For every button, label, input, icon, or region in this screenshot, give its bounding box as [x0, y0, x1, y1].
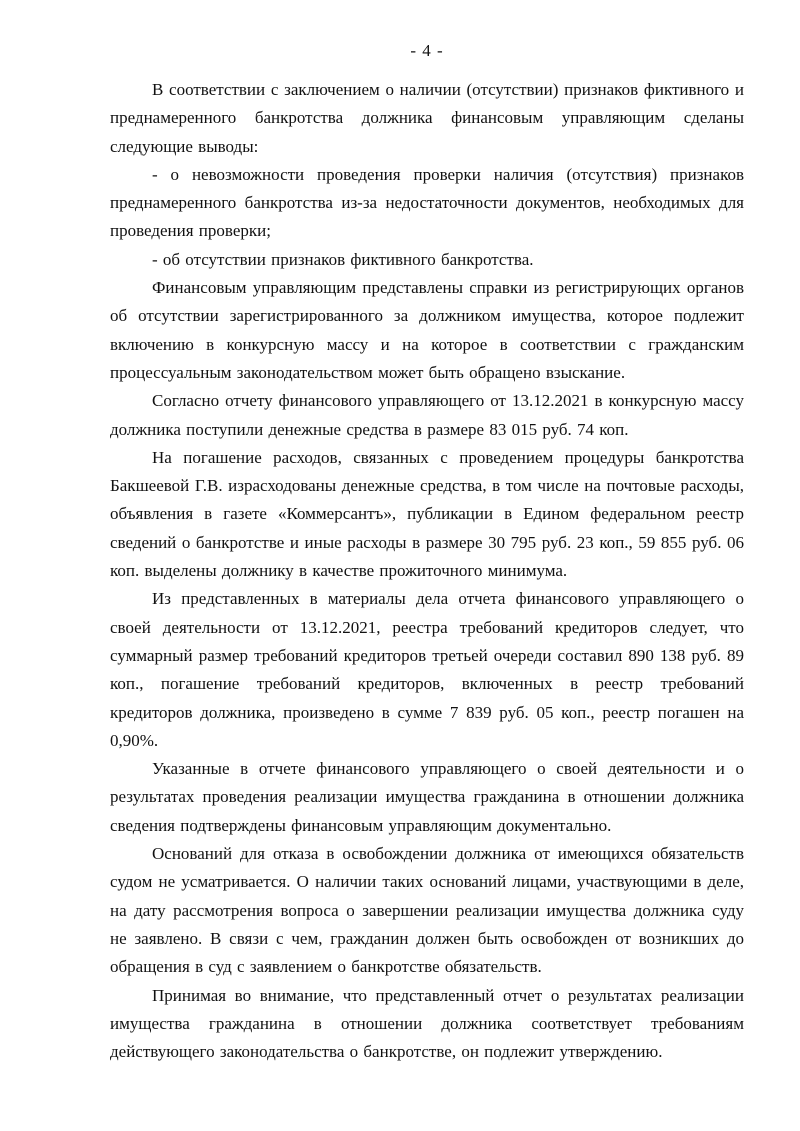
paragraph: В соответствии с заключением о наличии (отсутствии) признаков фиктивного и преднамеренного банкротства должника финансовым управляющим сделаны следующие выводы: [110, 80, 744, 156]
document-body [110, 76, 744, 1066]
paragraph: Финансовым управляющим представлены справки из регистрирующих органов об отсутствии зарегистрированного за должником имущества, которое подлежит включению в конкурсную массу и на которое в соответствии с гражданским процессуальным законодательством может быть обращено взыскание. [110, 278, 744, 382]
paragraph: Принимая во внимание, что представленный отчет о результатах реализации имущества гражданина в отношении должника соответствует требованиям действующего законодательства о банкротстве, он подлежит утверждению. [110, 985, 744, 1062]
paragraph: На погашение расходов, связанных с проведением процедуры банкротства Бакшеевой Г.В. израсходованы денежные средства, в том числе на почтовые расходы, объявления в газете «Коммерсантъ», публикации в Едином федеральном реестр сведений о банкротстве и иные расходы в размере 30 795 руб. 23 коп., 59 855 руб. 06 коп. выделены должнику в качестве прожиточного минимума. [110, 447, 744, 581]
paragraph: - об отсутствии признаков фиктивного банкротства. [152, 249, 534, 269]
paragraph: Из представленных в материалы дела отчета финансового управляющего о своей деятельности от 13.12.2021, реестра требований кредиторов следует, что суммарный размер требований кредиторов третьей очереди составил 890 138 руб. 89 коп., погашение требований кредиторов, включенных в реестр требований кредиторов должника, произведено в сумме 7 839 руб. 05 коп., реестр погашен на 0,90%. [110, 589, 744, 750]
paragraph: Согласно отчету финансового управляющего от 13.12.2021 в конкурсную массу должника поступили денежные средства в размере 83 015 руб. 74 коп. [110, 391, 744, 439]
paragraph: Указанные в отчете финансового управляющего о своей деятельности и о результатах проведения реализации имущества гражданина в отношении должника сведения подтверждены финансовым управляющим документально. [110, 759, 744, 835]
paragraph: - о невозможности проведения проверки наличия (отсутствия) признаков преднамеренного банкротства из-за недостаточности документов, необходимых для проведения проверки; [110, 164, 744, 241]
page-number: - 4 - [410, 41, 444, 60]
paragraph: Оснований для отказа в освобождении должника от имеющихся обязательств судом не усматривается. О наличии таких оснований лицами, участвующими в деле, на дату рассмотрения вопроса о завершении реализации имущества должника суду не заявлено. В связи с чем, гражданин должен быть освобожден от возникших до обращения в суд с заявлением о банкротстве обязательств. [110, 844, 744, 977]
